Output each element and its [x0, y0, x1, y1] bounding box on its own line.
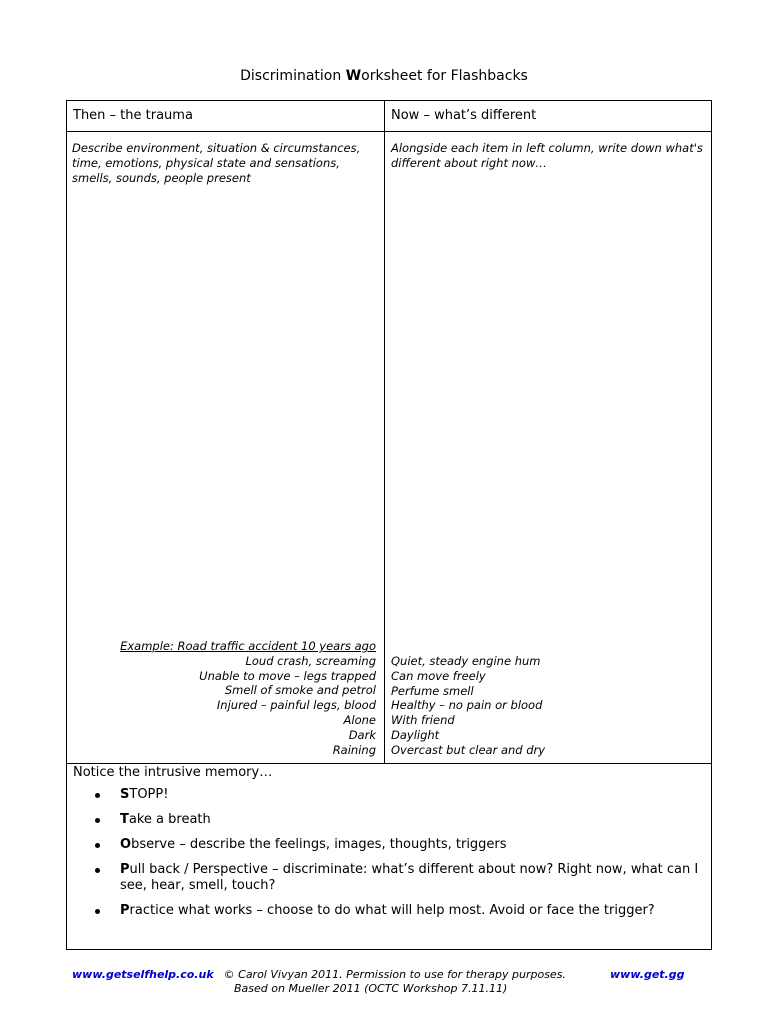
- bullet-initial: T: [120, 812, 129, 827]
- then-item: Raining: [332, 742, 376, 757]
- column-divider: [384, 101, 385, 763]
- then-item: Loud crash, screaming: [245, 653, 376, 668]
- then-item: Smell of smoke and petrol: [224, 683, 376, 698]
- bullet-initial: P: [120, 862, 130, 877]
- then-item: Alone: [343, 712, 376, 727]
- get-gg-link[interactable]: www.get.gg: [610, 968, 685, 981]
- now-example-list: [391, 654, 545, 758]
- now-item: Healthy – no pain or blood: [391, 698, 543, 713]
- bullet-item: [67, 862, 707, 894]
- bullet-initial: P: [120, 903, 130, 918]
- page-title: [0, 67, 768, 85]
- then-example-list: [76, 639, 376, 757]
- title-part-1: Discrimination: [240, 68, 346, 84]
- then-item: Dark: [348, 727, 376, 742]
- getselfhelp-link[interactable]: www.getselfhelp.co.uk: [72, 968, 214, 981]
- bullet-dot-icon: [95, 868, 100, 873]
- notice-intro: Notice the intrusive memory…: [73, 765, 273, 780]
- footer-row-1: [72, 968, 566, 982]
- bullet-text: TOPP!: [129, 787, 169, 802]
- bullet-text: bserve – describe the feelings, images, thoughts, triggers: [131, 837, 507, 852]
- now-item: Perfume smell: [391, 683, 474, 698]
- then-column-header: Then – the trauma: [73, 108, 193, 123]
- bullet-text: ull back / Perspective – discriminate: what’s different about now? Right now, what can I see, hear, smell, touch?: [120, 862, 699, 893]
- bullet-item: [67, 903, 707, 919]
- now-column-description: Alongside each item in left column, write down what's different about right now…: [391, 141, 703, 170]
- bullet-text: ake a breath: [128, 812, 211, 827]
- then-item: Unable to move – legs trapped: [199, 668, 376, 683]
- bullet-item: [67, 837, 707, 853]
- worksheet-table: [66, 100, 712, 950]
- based-on-text: Based on Mueller 2011 (OCTC Workshop 7.11.11): [234, 982, 508, 995]
- bullet-dot-icon: [95, 843, 100, 848]
- stopp-bullet-list: [67, 787, 707, 928]
- bullet-item: [67, 812, 707, 828]
- title-bold-letter: W: [345, 68, 362, 84]
- now-column-header: Now – what’s different: [391, 108, 537, 123]
- then-item: Injured – painful legs, blood: [216, 698, 376, 713]
- now-item: Daylight: [391, 727, 440, 742]
- now-item: Overcast but clear and dry: [391, 742, 546, 757]
- section-divider: [67, 763, 711, 764]
- copyright-text: © Carol Vivyan 2011. Permission to use for therapy purposes.: [223, 968, 566, 981]
- bullet-item: [67, 787, 707, 803]
- example-title: Example: Road traffic accident 10 years ago: [120, 639, 376, 653]
- bullet-text: ractice what works – choose to do what will help most. Avoid or face the trigger?: [129, 903, 655, 918]
- then-column-description: Describe environment, situation & circumstances, time, emotions, physical state and sensations, smells, sounds, people present: [72, 141, 361, 185]
- now-item: With friend: [391, 713, 455, 728]
- header-divider: [67, 131, 711, 132]
- now-item: Can move freely: [391, 668, 486, 683]
- now-item: Quiet, steady engine hum: [391, 654, 541, 668]
- title-part-2: orksheet for Flashbacks: [361, 68, 528, 84]
- bullet-initial: O: [120, 837, 132, 852]
- bullet-initial: S: [120, 787, 130, 802]
- bullet-dot-icon: [95, 909, 100, 914]
- bullet-dot-icon: [95, 818, 100, 823]
- bullet-dot-icon: [95, 793, 100, 798]
